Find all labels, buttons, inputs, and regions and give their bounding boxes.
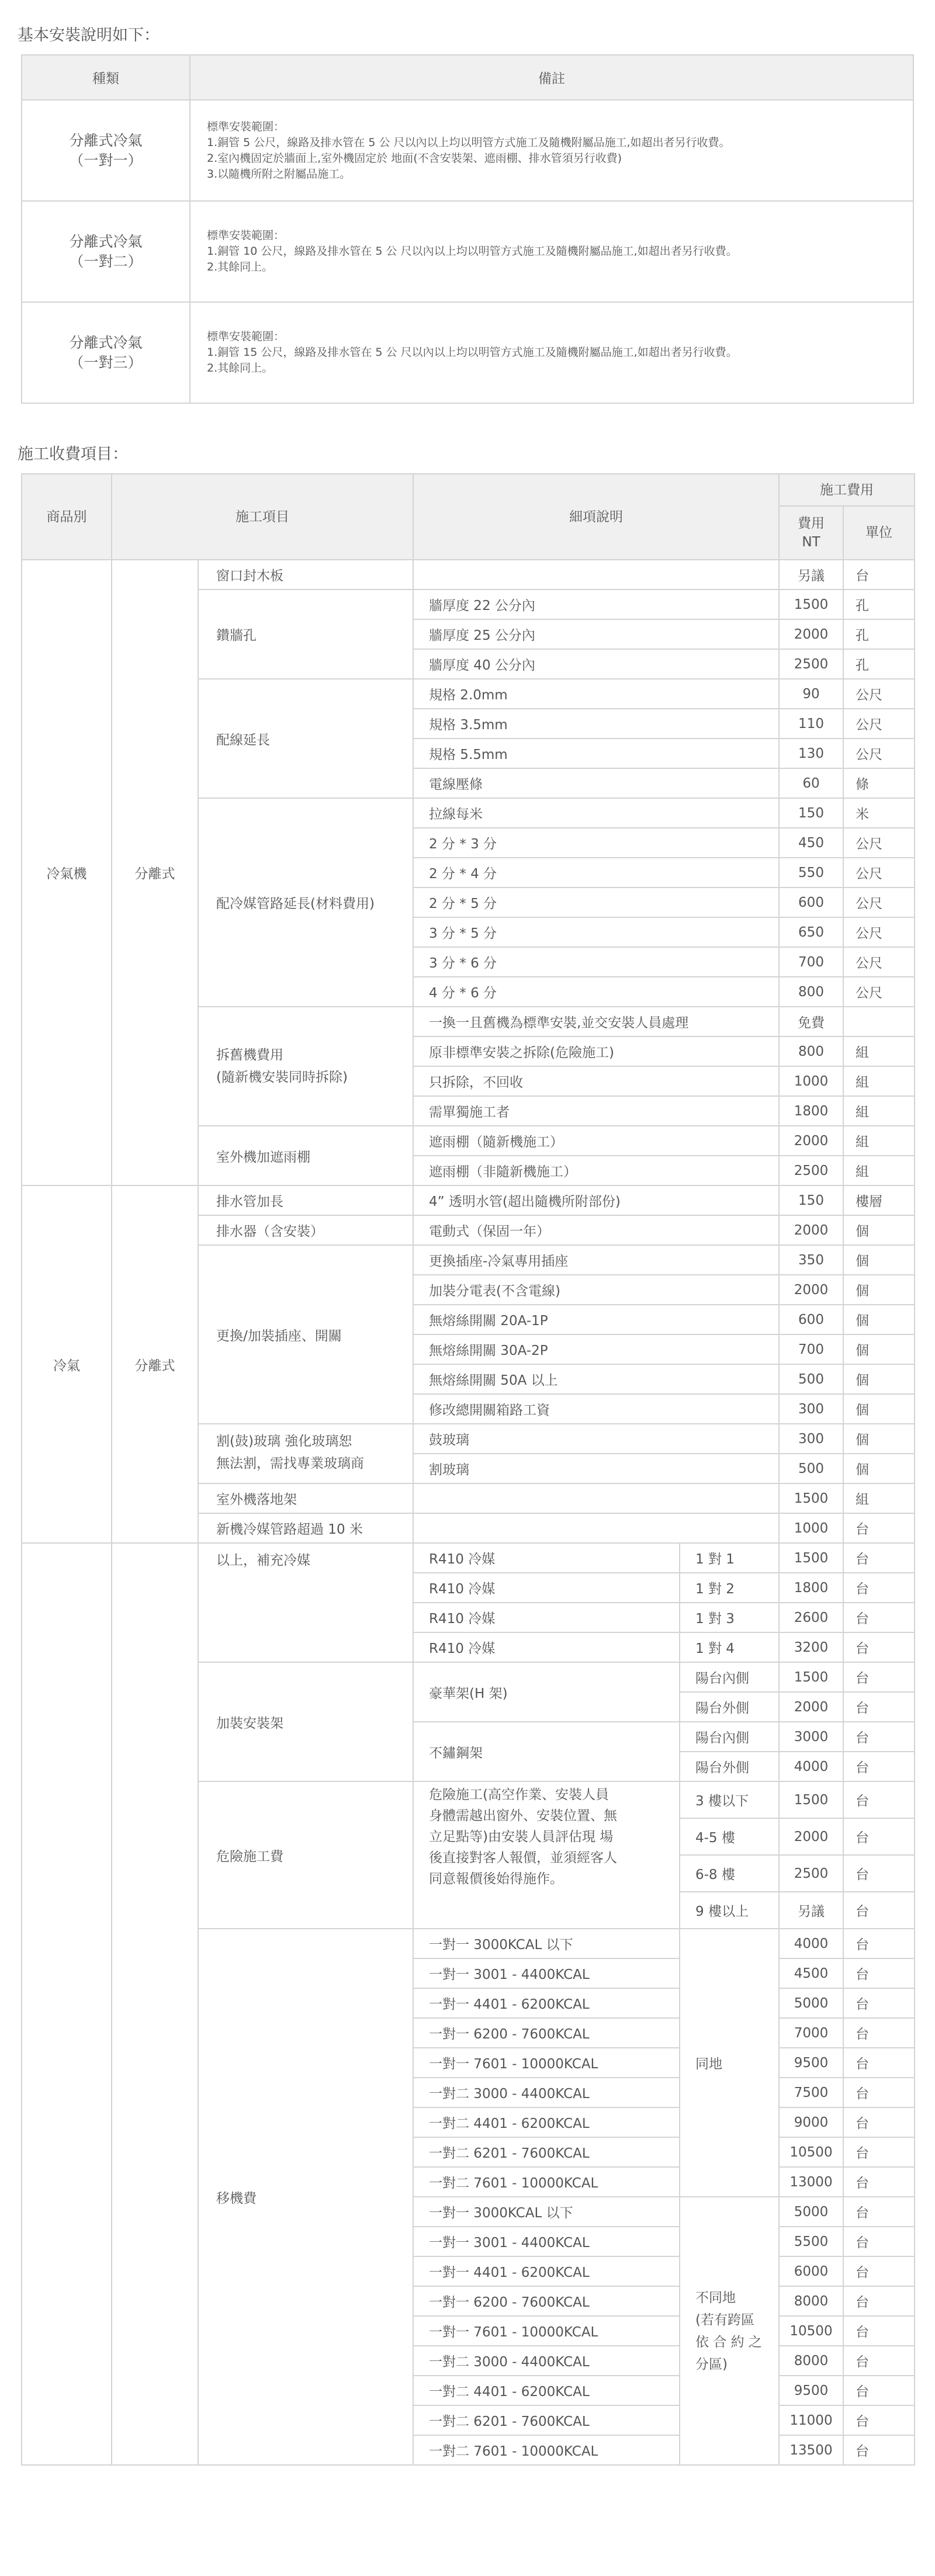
- fee-cell: 2000: [779, 1275, 843, 1305]
- fee-cell: 130: [779, 739, 843, 768]
- unit-cell: 米: [843, 798, 915, 828]
- detail-cell: 牆厚度 22 公分內: [413, 590, 779, 619]
- fee-cell: 3000: [779, 1722, 843, 1752]
- fee-cell: 10500: [779, 2316, 843, 2346]
- notes-cell: 標準安裝範圍： 1.銅管 15 公尺，線路及排水管在 5 公 尺以內以上均以明管方式施工及隨機附屬品施工,如超出者另行收費。 2.其餘同上。: [190, 302, 913, 403]
- unit-cell: 台: [843, 2078, 915, 2107]
- fee-cell: 300: [779, 1424, 843, 1454]
- unit-cell: 台: [843, 2256, 915, 2286]
- spec-cell: 不同地 (若有跨區 依 合 約 之 分區): [680, 2197, 779, 2465]
- unit-cell: 台: [843, 1855, 915, 1892]
- item-cell: 鑽牆孔: [198, 590, 413, 679]
- unit-cell: 孔: [843, 649, 915, 679]
- notes-cell: 標準安裝範圍： 1.銅管 10 公尺，線路及排水管在 5 公 尺以內以上均以明管方式施工及隨機附屬品施工,如超出者另行收費。 2.其餘同上。: [190, 201, 913, 302]
- detail-cell: R410 冷媒: [413, 1543, 680, 1573]
- unit-cell: 樓層: [843, 1185, 915, 1215]
- detail-cell: 3 分 * 5 分: [413, 917, 779, 947]
- fee-cell: 1000: [779, 1066, 843, 1096]
- unit-cell: 台: [843, 1929, 915, 1958]
- fee-cell: 4500: [779, 1958, 843, 1988]
- fee-cell: 7500: [779, 2078, 843, 2107]
- unit-cell: 公尺: [843, 887, 915, 917]
- item-cell: 危險施工費: [198, 1781, 413, 1929]
- unit-cell: 條: [843, 768, 915, 798]
- fee-cell: 另議: [779, 1892, 843, 1929]
- detail-cell: 牆厚度 25 公分內: [413, 619, 779, 649]
- header-notes: 備註: [190, 55, 913, 100]
- unit-cell: 孔: [843, 590, 915, 619]
- unit-cell: [843, 1007, 915, 1036]
- unit-cell: 個: [843, 1454, 915, 1483]
- header-product: 商品別: [22, 474, 112, 560]
- item-cell: 加裝安裝架: [198, 1662, 413, 1781]
- detail-cell: 拉線每米: [413, 798, 779, 828]
- product-cell: 冷氣: [22, 1185, 112, 1543]
- spec-cell: 9 樓以上: [680, 1892, 779, 1929]
- spec-cell: 陽台內側: [680, 1662, 779, 1692]
- item-cell: 移機費: [198, 1929, 413, 2465]
- detail-cell: [413, 560, 779, 590]
- detail-cell: R410 冷媒: [413, 1603, 680, 1632]
- detail-cell: R410 冷媒: [413, 1573, 680, 1603]
- table-row: [22, 560, 915, 590]
- fee-cell: 2000: [779, 1215, 843, 1245]
- item-cell: 更換/加裝插座、開關: [198, 1245, 413, 1424]
- detail-cell: 2 分 * 4 分: [413, 858, 779, 887]
- subtype-cell: 分離式: [112, 1185, 198, 1543]
- detail-cell: 割玻璃: [413, 1454, 779, 1483]
- fee-cell: 6000: [779, 2256, 843, 2286]
- fee-cell: 2000: [779, 1126, 843, 1156]
- spec-cell: 6-8 樓: [680, 1855, 779, 1892]
- item-cell: 室外機落地架: [198, 1483, 413, 1513]
- item-cell: 配線延長: [198, 679, 413, 798]
- detail-cell: 危險施工(高空作業、安裝人員 身體需越出窗外、安裝位置、無 立足點等)由安裝人員評估現 場 後直接對客人報價，並須經客人 同意報價後始得施作。: [413, 1781, 680, 1929]
- fee-cell: 1000: [779, 1513, 843, 1543]
- spec-cell: 3 樓以下: [680, 1781, 779, 1818]
- unit-cell: 台: [843, 2167, 915, 2197]
- detail-cell: 規格 3.5mm: [413, 709, 779, 739]
- unit-cell: 台: [843, 2376, 915, 2405]
- detail-cell: 不鏽鋼架: [413, 1722, 680, 1781]
- spec-cell: 1 對 3: [680, 1603, 779, 1632]
- unit-cell: 個: [843, 1334, 915, 1364]
- fee-cell: 7000: [779, 2018, 843, 2048]
- detail-cell: 一對一 3001 - 4400KCAL: [413, 1958, 680, 1988]
- unit-cell: 公尺: [843, 917, 915, 947]
- unit-cell: 組: [843, 1036, 915, 1066]
- unit-cell: 組: [843, 1096, 915, 1126]
- fee-cell: 600: [779, 1305, 843, 1334]
- unit-cell: 台: [843, 1722, 915, 1752]
- fee-cell: 1500: [779, 1543, 843, 1573]
- notes-cell: 標準安裝範圍： 1.銅管 5 公尺，線路及排水管在 5 公 尺以內以上均以明管方式施工及隨機附屬品施工,如超出者另行收費。 2.室內機固定於牆面上,室外機固定於 地面(不含安裝架、遮雨棚、排水管須另行收費) 3.以隨機所附之附屬品施工。: [190, 100, 913, 201]
- detail-cell: 只拆除，不回收: [413, 1066, 779, 1096]
- detail-cell: 一對二 3000 - 4400KCAL: [413, 2346, 680, 2376]
- unit-cell: 台: [843, 560, 915, 590]
- fee-cell: 5000: [779, 1988, 843, 2018]
- fee-cell: 13500: [779, 2435, 843, 2465]
- detail-cell: 遮雨棚（隨新機施工）: [413, 1126, 779, 1156]
- detail-cell: 一對一 3000KCAL 以下: [413, 2197, 680, 2227]
- detail-cell: 電線壓條: [413, 768, 779, 798]
- detail-cell: 一對一 7601 - 10000KCAL: [413, 2316, 680, 2346]
- detail-cell: [413, 1513, 779, 1543]
- detail-cell: 更換插座-冷氣專用插座: [413, 1245, 779, 1275]
- fee-cell: 5500: [779, 2227, 843, 2256]
- fee-cell: 700: [779, 1334, 843, 1364]
- unit-cell: 個: [843, 1245, 915, 1275]
- fee-cell: 60: [779, 768, 843, 798]
- unit-cell: 組: [843, 1156, 915, 1185]
- header-unit: 單位: [843, 506, 915, 560]
- unit-cell: 台: [843, 2137, 915, 2167]
- fee-table: [21, 473, 915, 2466]
- fee-cell: 1800: [779, 1096, 843, 1126]
- table-row: [22, 201, 913, 302]
- fee-cell: 2500: [779, 1855, 843, 1892]
- unit-cell: 台: [843, 2197, 915, 2227]
- unit-cell: 公尺: [843, 858, 915, 887]
- fee-cell: 免費: [779, 1007, 843, 1036]
- detail-cell: 一對二 4401 - 6200KCAL: [413, 2107, 680, 2137]
- unit-cell: 台: [843, 1603, 915, 1632]
- detail-cell: 一對二 7601 - 10000KCAL: [413, 2435, 680, 2465]
- fee-cell: 150: [779, 798, 843, 828]
- item-cell: 割(鼓)玻璃 強化玻璃恕 無法割，需找專業玻璃商: [198, 1424, 413, 1483]
- fee-cell: 5000: [779, 2197, 843, 2227]
- unit-cell: 台: [843, 1573, 915, 1603]
- unit-cell: 個: [843, 1215, 915, 1245]
- item-cell: 配冷媒管路延長(材料費用): [198, 798, 413, 1007]
- detail-cell: 2 分 * 5 分: [413, 887, 779, 917]
- detail-cell: 一對一 3001 - 4400KCAL: [413, 2227, 680, 2256]
- item-cell: 排水器（含安裝）: [198, 1215, 413, 1245]
- fee-cell: 90: [779, 679, 843, 709]
- detail-cell: 4” 透明水管(超出隨機所附部份): [413, 1185, 779, 1215]
- fee-cell: 2000: [779, 619, 843, 649]
- detail-cell: 一對一 7601 - 10000KCAL: [413, 2048, 680, 2078]
- table-row: [22, 1185, 915, 1215]
- unit-cell: 台: [843, 2346, 915, 2376]
- fee-cell: 150: [779, 1185, 843, 1215]
- spec-cell: 1 對 2: [680, 1573, 779, 1603]
- detail-cell: [413, 1483, 779, 1513]
- detail-cell: 一對一 3000KCAL 以下: [413, 1929, 680, 1958]
- fee-cell: 4000: [779, 1752, 843, 1781]
- detail-cell: 無熔絲開關 50A 以上: [413, 1364, 779, 1394]
- fee-cell: 300: [779, 1394, 843, 1424]
- unit-cell: 公尺: [843, 828, 915, 858]
- detail-cell: 遮雨棚（非隨新機施工）: [413, 1156, 779, 1185]
- detail-cell: 一對二 4401 - 6200KCAL: [413, 2376, 680, 2405]
- detail-cell: 修改總開關箱路工資: [413, 1394, 779, 1424]
- fee-cell: 350: [779, 1245, 843, 1275]
- item-cell: 室外機加遮雨棚: [198, 1126, 413, 1185]
- detail-cell: 無熔絲開關 20A-1P: [413, 1305, 779, 1334]
- detail-cell: 無熔絲開關 30A-2P: [413, 1334, 779, 1364]
- header-item: 施工項目: [112, 474, 413, 560]
- detail-cell: 需單獨施工者: [413, 1096, 779, 1126]
- unit-cell: 台: [843, 1662, 915, 1692]
- item-cell: 以上，補充冷媒: [198, 1543, 413, 1662]
- fee-cell: 2500: [779, 1156, 843, 1185]
- detail-cell: 一對一 4401 - 6200KCAL: [413, 1988, 680, 2018]
- unit-cell: 台: [843, 1892, 915, 1929]
- spec-cell: 1 對 1: [680, 1543, 779, 1573]
- unit-cell: 組: [843, 1066, 915, 1096]
- item-cell: 新機冷媒管路超過 10 米: [198, 1513, 413, 1543]
- unit-cell: 台: [843, 2048, 915, 2078]
- fee-cell: 10500: [779, 2137, 843, 2167]
- unit-cell: 台: [843, 2405, 915, 2435]
- unit-cell: 公尺: [843, 977, 915, 1007]
- unit-cell: 台: [843, 1752, 915, 1781]
- header-detail: 細項說明: [413, 474, 779, 560]
- fee-cell: 650: [779, 917, 843, 947]
- spec-cell: 陽台外側: [680, 1692, 779, 1722]
- type-cell: 分離式冷氣 （一對一）: [22, 100, 190, 201]
- fee-cell: 13000: [779, 2167, 843, 2197]
- detail-cell: 一對二 6201 - 7600KCAL: [413, 2137, 680, 2167]
- unit-cell: 台: [843, 1781, 915, 1818]
- unit-cell: 公尺: [843, 947, 915, 977]
- detail-cell: 一對二 3000 - 4400KCAL: [413, 2078, 680, 2107]
- fee-cell: 2600: [779, 1603, 843, 1632]
- fee-cell: 8000: [779, 2286, 843, 2316]
- fee-cell: 1500: [779, 590, 843, 619]
- fee-cell: 4000: [779, 1929, 843, 1958]
- fee-cell: 1500: [779, 1662, 843, 1692]
- fee-cell: 1500: [779, 1483, 843, 1513]
- unit-cell: 個: [843, 1305, 915, 1334]
- unit-cell: 組: [843, 1483, 915, 1513]
- fee-cell: 2000: [779, 1818, 843, 1855]
- header-fee-group: 施工費用: [779, 474, 915, 506]
- unit-cell: 台: [843, 1988, 915, 2018]
- type-cell: 分離式冷氣 （一對二）: [22, 201, 190, 302]
- fee-cell: 11000: [779, 2405, 843, 2435]
- unit-cell: 組: [843, 1126, 915, 1156]
- detail-cell: 加裝分電表(不含電線): [413, 1275, 779, 1305]
- fee-cell: 800: [779, 977, 843, 1007]
- fee-cell: 2500: [779, 649, 843, 679]
- unit-cell: 台: [843, 2227, 915, 2256]
- detail-cell: 3 分 * 6 分: [413, 947, 779, 977]
- table-row: [22, 100, 913, 201]
- detail-cell: 一對二 6201 - 7600KCAL: [413, 2405, 680, 2435]
- fee-cell: 2000: [779, 1692, 843, 1722]
- unit-cell: 個: [843, 1275, 915, 1305]
- detail-cell: R410 冷媒: [413, 1632, 680, 1662]
- fee-cell: 550: [779, 858, 843, 887]
- unit-cell: 台: [843, 1958, 915, 1988]
- detail-cell: 電動式（保固一年）: [413, 1215, 779, 1245]
- type-cell: 分離式冷氣 （一對三）: [22, 302, 190, 403]
- item-cell: 窗口封木板: [198, 560, 413, 590]
- basic-install-title: 基本安裝說明如下：: [18, 26, 160, 44]
- spec-cell: 陽台內側: [680, 1722, 779, 1752]
- product-cell: [22, 1543, 112, 2465]
- detail-cell: 一換一且舊機為標準安裝,並交安裝人員處理: [413, 1007, 779, 1036]
- unit-cell: 台: [843, 2286, 915, 2316]
- unit-cell: 台: [843, 1692, 915, 1722]
- fee-cell: 9500: [779, 2048, 843, 2078]
- fee-cell: 3200: [779, 1632, 843, 1662]
- table-row: [22, 302, 913, 403]
- unit-cell: 台: [843, 2435, 915, 2465]
- detail-cell: 一對一 6200 - 7600KCAL: [413, 2286, 680, 2316]
- subtype-cell: 分離式: [112, 560, 198, 1185]
- unit-cell: 公尺: [843, 679, 915, 709]
- header-fee: 費用 NT: [779, 506, 843, 560]
- unit-cell: 個: [843, 1364, 915, 1394]
- fee-cell: 8000: [779, 2346, 843, 2376]
- unit-cell: 台: [843, 2316, 915, 2346]
- fee-cell: 500: [779, 1454, 843, 1483]
- fee-cell: 700: [779, 947, 843, 977]
- detail-cell: 原非標準安裝之拆除(危險施工): [413, 1036, 779, 1066]
- detail-cell: 規格 2.0mm: [413, 679, 779, 709]
- fee-cell: 9000: [779, 2107, 843, 2137]
- header-type: 種類: [22, 55, 190, 100]
- subtype-cell: [112, 1543, 198, 2465]
- fee-items-title: 施工收費項目：: [18, 445, 128, 463]
- unit-cell: 公尺: [843, 709, 915, 739]
- fee-cell: 9500: [779, 2376, 843, 2405]
- fee-cell: 1800: [779, 1573, 843, 1603]
- detail-cell: 牆厚度 40 公分內: [413, 649, 779, 679]
- product-cell: 冷氣機: [22, 560, 112, 1185]
- unit-cell: 台: [843, 1513, 915, 1543]
- spec-cell: 陽台外側: [680, 1752, 779, 1781]
- detail-cell: 鼓玻璃: [413, 1424, 779, 1454]
- unit-cell: 個: [843, 1394, 915, 1424]
- fee-cell: 450: [779, 828, 843, 858]
- unit-cell: 台: [843, 1818, 915, 1855]
- unit-cell: 孔: [843, 619, 915, 649]
- fee-cell: 800: [779, 1036, 843, 1066]
- detail-cell: 一對一 6200 - 7600KCAL: [413, 2018, 680, 2048]
- detail-cell: 4 分 * 6 分: [413, 977, 779, 1007]
- fee-cell: 500: [779, 1364, 843, 1394]
- table-row: [22, 1543, 915, 1573]
- item-cell: 拆舊機費用 (隨新機安裝同時拆除): [198, 1007, 413, 1126]
- unit-cell: 公尺: [843, 739, 915, 768]
- unit-cell: 台: [843, 2018, 915, 2048]
- spec-cell: 同地: [680, 1929, 779, 2197]
- spec-cell: 1 對 4: [680, 1632, 779, 1662]
- detail-cell: 一對二 7601 - 10000KCAL: [413, 2167, 680, 2197]
- fee-cell: 600: [779, 887, 843, 917]
- detail-cell: 豪華架(H 架): [413, 1662, 680, 1722]
- fee-cell: 110: [779, 709, 843, 739]
- detail-cell: 2 分 * 3 分: [413, 828, 779, 858]
- unit-cell: 台: [843, 2107, 915, 2137]
- spec-cell: 4-5 樓: [680, 1818, 779, 1855]
- item-cell: 排水管加長: [198, 1185, 413, 1215]
- unit-cell: 個: [843, 1424, 915, 1454]
- unit-cell: 台: [843, 1632, 915, 1662]
- basic-install-table: [21, 54, 914, 404]
- fee-cell: 另議: [779, 560, 843, 590]
- fee-cell: 1500: [779, 1781, 843, 1818]
- detail-cell: 規格 5.5mm: [413, 739, 779, 768]
- unit-cell: 台: [843, 1543, 915, 1573]
- detail-cell: 一對一 4401 - 6200KCAL: [413, 2256, 680, 2286]
